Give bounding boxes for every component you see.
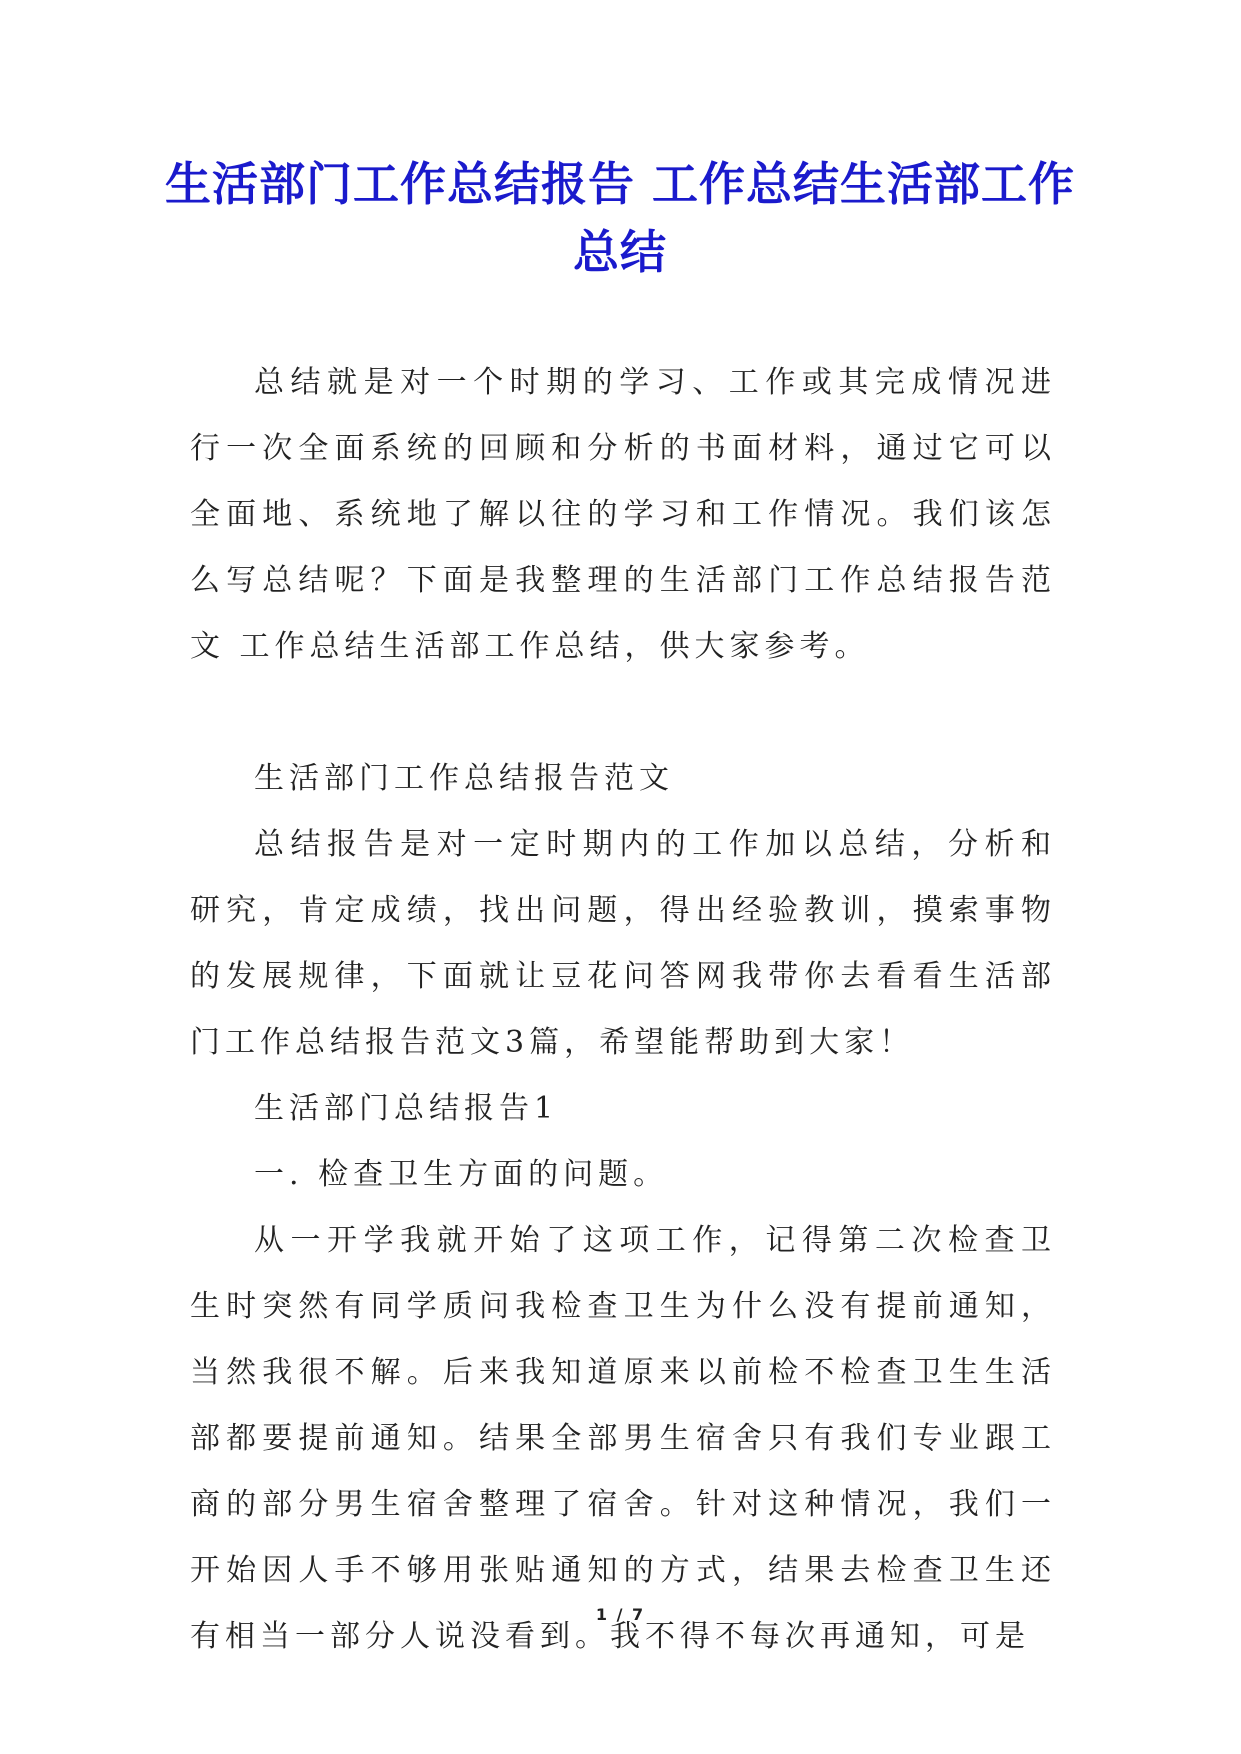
subsection-heading: 生活部门总结报告1 <box>254 1091 559 1126</box>
section-heading: 生活部门工作总结报告范文 <box>254 761 674 796</box>
paragraph-body: 从一开学我就开始了这项工作，记得第二次检查卫生时突然有同学质问我检查卫生为什么没有提前通知，当然我很不解。后来我知道原来以前检不检查卫生生活部都要提前通知。结果全部男生宿舍只有我们专业跟工商的部分男生宿舍整理了宿舍。针对这种情况，我们一开始因人手不够用张贴通知的方式，结果去检查卫生还有相当一部分人说没看到。我不得不每次再通知，可是 <box>190 1223 1056 1654</box>
page-number <box>0 1605 1241 1624</box>
document-title: 生活部门工作总结报告 工作总结生活部工作总结 <box>164 157 1075 279</box>
list-heading: 一. 检查卫生方面的问题。 <box>254 1157 669 1192</box>
page-number-text: 1 / 7 <box>595 1605 646 1624</box>
paragraph-intro: 总结就是对一个时期的学习、工作或其完成情况进行一次全面系统的回顾和分析的书面材料，通过它可以全面地、系统地了解以往的学习和工作情况。我们该怎么写总结呢？下面是我整理的生活部门工作总结报告范文 工作总结生活部工作总结，供大家参考。 <box>190 365 1056 664</box>
document-body <box>190 350 1056 1670</box>
paragraph-overview: 总结报告是对一定时期内的工作加以总结，分析和研究，肯定成绩，找出问题，得出经验教训，摸索事物的发展规律，下面就让豆花问答网我带你去看看生活部门工作总结报告范文3篇，希望能帮助到大家！ <box>190 827 1056 1060</box>
